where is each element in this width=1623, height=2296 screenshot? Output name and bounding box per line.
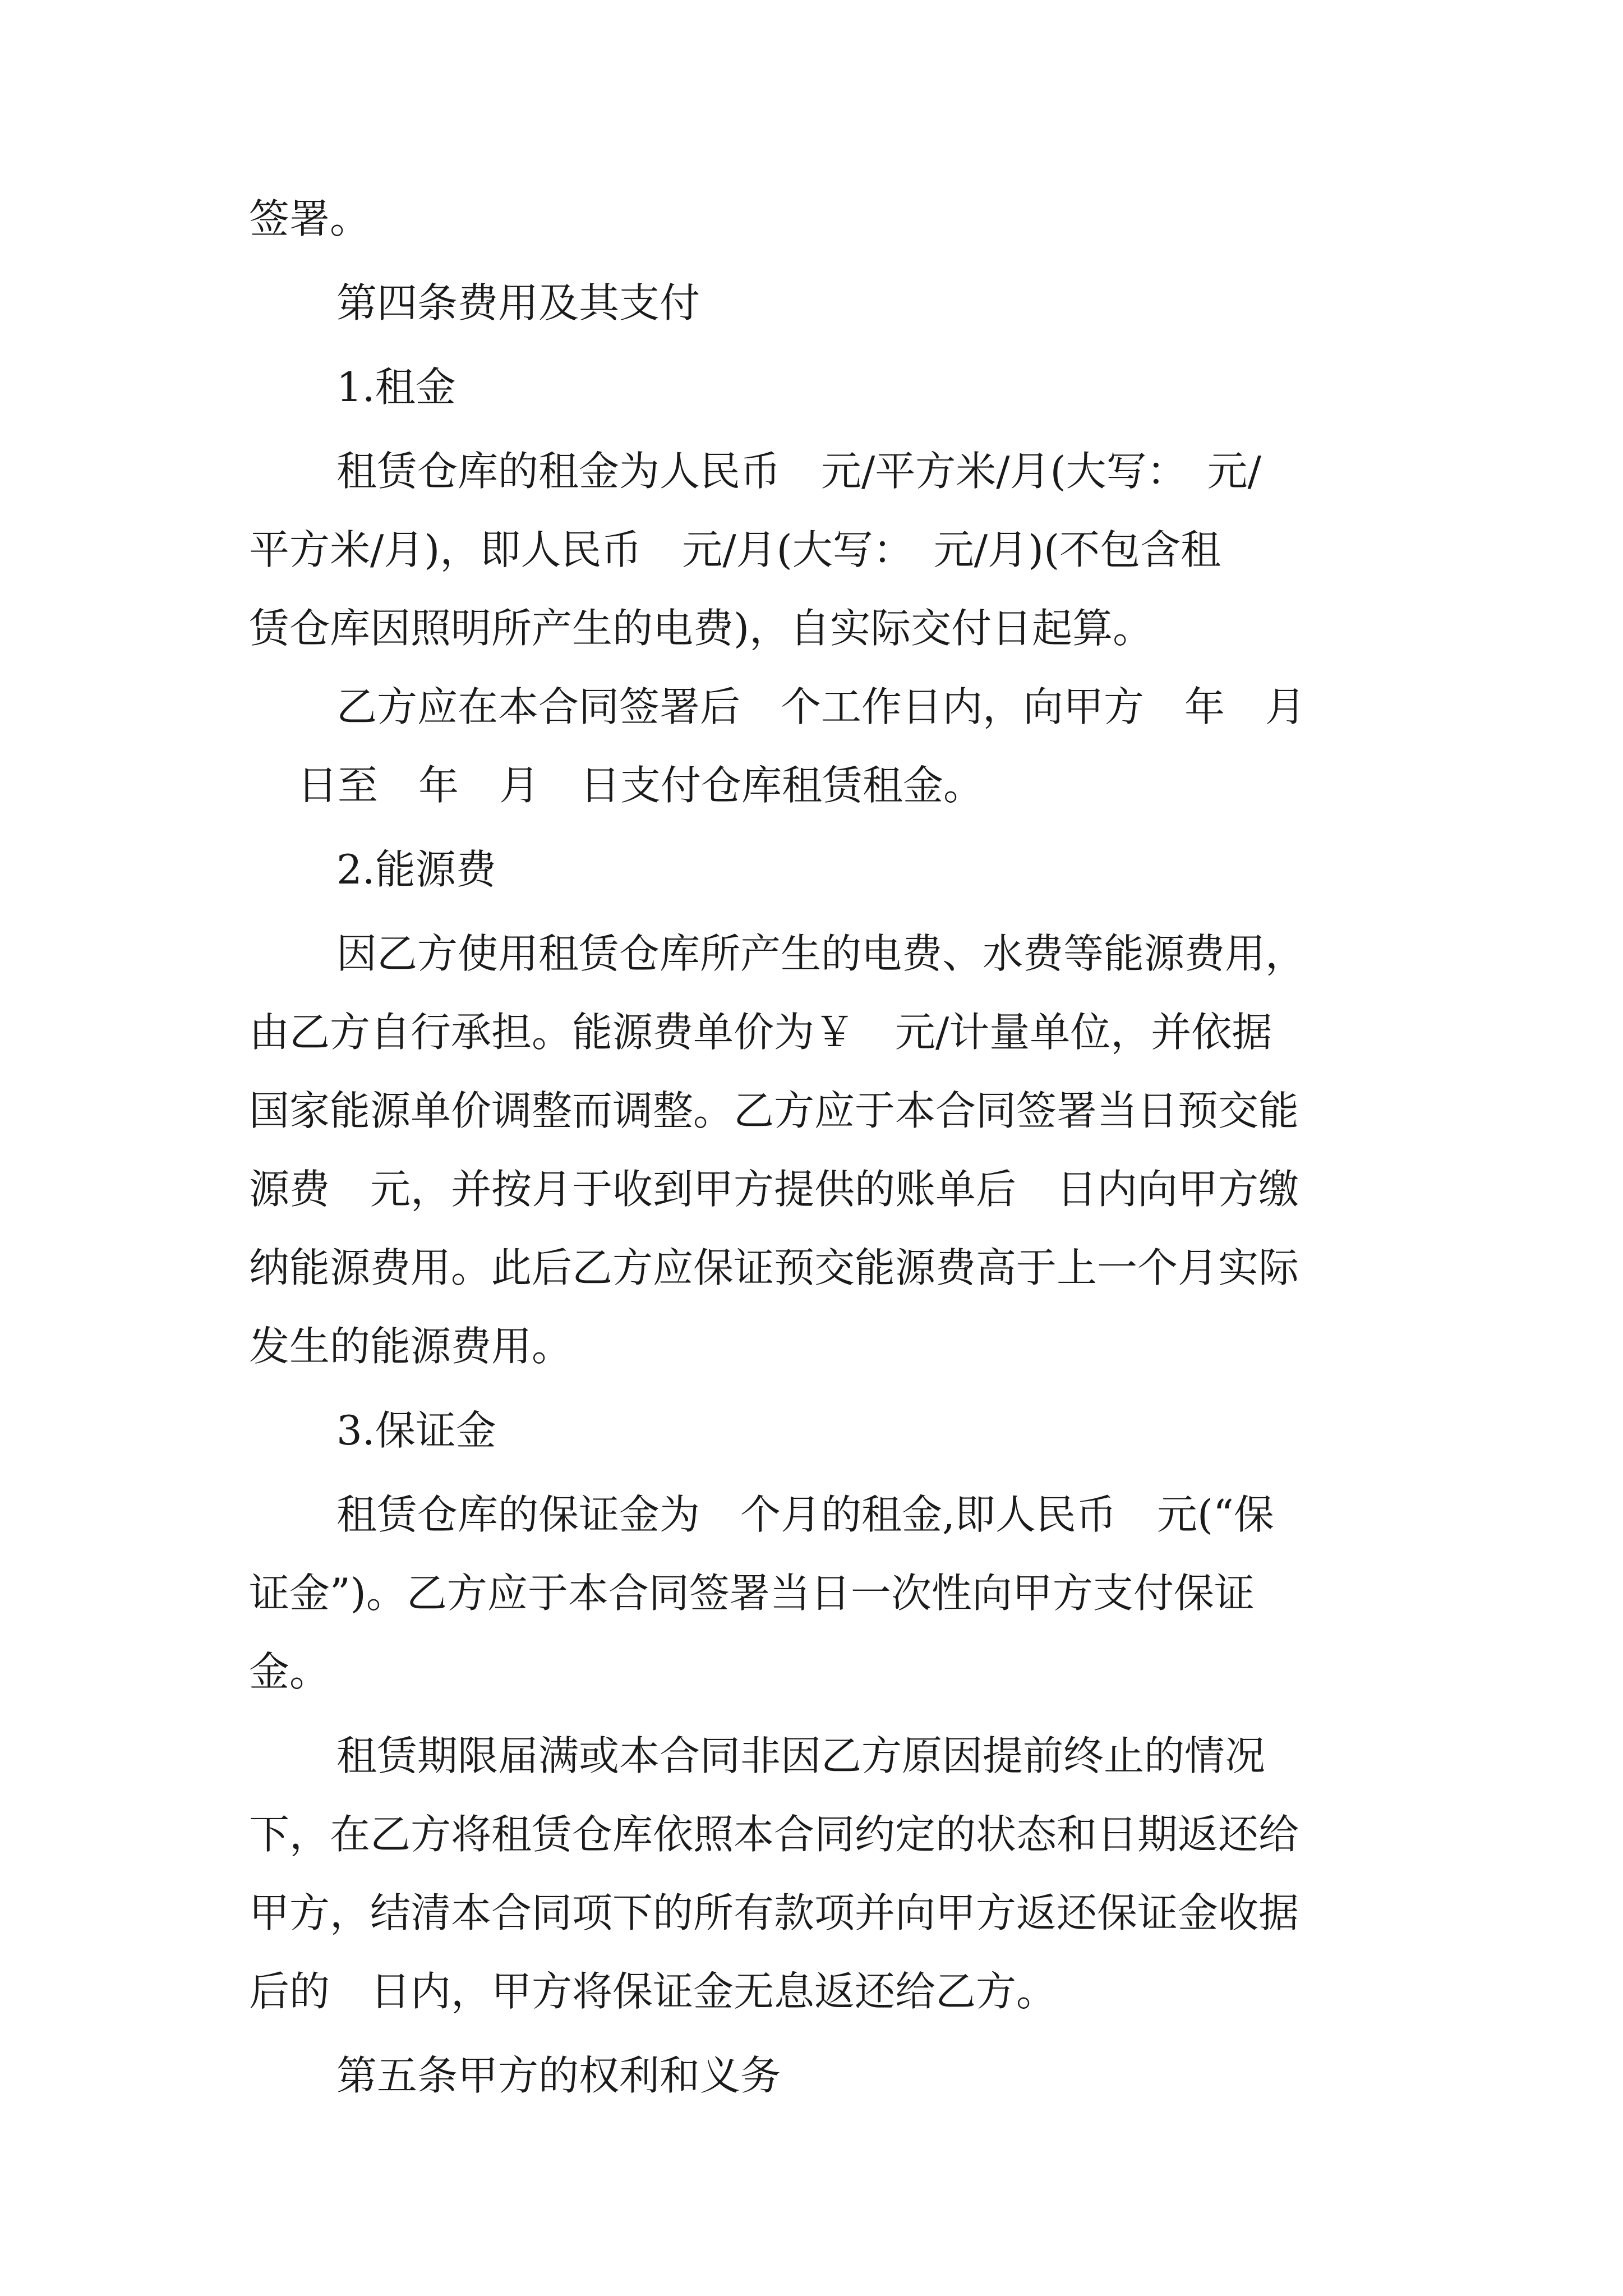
section-heading: 3.保证金 <box>336 1407 496 1454</box>
paragraph-line: 金。 <box>249 1648 330 1695</box>
paragraph-line: 乙方应在本合同签署后 个工作日内，向甲方 年 月 <box>336 683 1306 730</box>
paragraph-line: 租赁仓库的保证金为 个月的租金,即人民币 元(“保 <box>336 1491 1274 1538</box>
paragraph-line: 国家能源单价调整而调整。乙方应于本合同签署当日预交能 <box>249 1087 1299 1134</box>
paragraph-line: 后的 日内，甲方将保证金无息返还给乙方。 <box>249 1968 1057 2015</box>
paragraph-line: 签署。 <box>249 195 371 242</box>
paragraph-line: 租赁期限届满或本合同非因乙方原因提前终止的情况 <box>336 1732 1266 1779</box>
article-heading: 第四条费用及其支付 <box>336 279 700 326</box>
paragraph-line: 租赁仓库的租金为人民币 元/平方米/月(大写： 元/ <box>336 448 1261 495</box>
article-heading: 第五条甲方的权利和义务 <box>336 2052 781 2099</box>
section-heading: 2.能源费 <box>336 846 496 893</box>
paragraph-line: 平方米/月)，即人民币 元/月(大写： 元/月)(不包含租 <box>249 526 1221 573</box>
paragraph-line: 由乙方自行承担。能源费单价为￥ 元/计量单位，并依据 <box>249 1009 1272 1056</box>
paragraph-line: 因乙方使用租赁仓库所产生的电费、水费等能源费用， <box>336 930 1306 977</box>
paragraph-line: 纳能源费用。此后乙方应保证预交能源费高于上一个月实际 <box>249 1244 1299 1291</box>
paragraph-line: 赁仓库因照明所产生的电费)，自实际交付日起算。 <box>249 605 1154 652</box>
paragraph-line: 甲方，结清本合同项下的所有款项并向甲方返还保证金收据 <box>249 1889 1299 1936</box>
paragraph-line: 证金”)。乙方应于本合同签署当日一次性向甲方支付保证 <box>249 1570 1255 1617</box>
paragraph-line: 下，在乙方将租赁仓库依照本合同约定的状态和日期返还给 <box>249 1811 1299 1858</box>
section-heading: 1.租金 <box>336 364 456 411</box>
paragraph-line: 源费 元，并按月于收到甲方提供的账单后 日内向甲方缴 <box>249 1166 1299 1213</box>
paragraph-line: 发生的能源费用。 <box>249 1323 573 1370</box>
paragraph-line: 日至 年 月 日支付仓库租赁租金。 <box>297 762 984 809</box>
